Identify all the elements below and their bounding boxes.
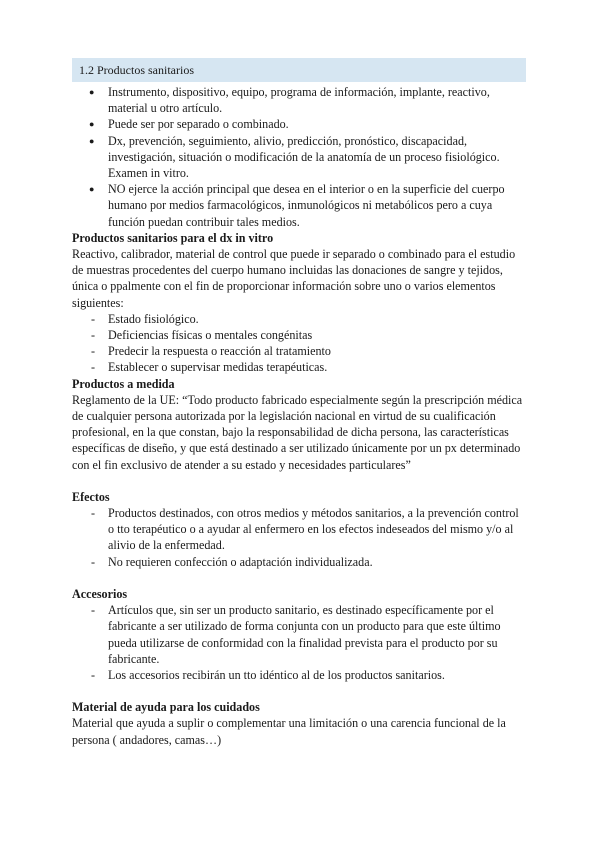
list-item: - Establecer o supervisar medidas terapéuticas. [91, 360, 328, 375]
bullet-icon: ● [89, 135, 95, 146]
paragraph-invitro: Reactivo, calibrador, material de control que puede ir separado o combinado para el estudio de muestras procedentes del cuerpo humano incluidas las donaciones de sangre y tejidos, única o ppalmente con el fin de proporcionar información sobre uno o varios elementos siguientes: [72, 247, 516, 310]
dash-icon: - [91, 554, 96, 569]
list-item: - No requieren confección o adaptación individualizada. [91, 554, 373, 569]
list-item: - Artículos que, sin ser un producto sanitario, es destinado específicamente por el fabricante a ser utilizado de forma conjunta con un producto para que este último pueda utilizarse de conformidad con la finalidad prevista para el producto por su fabricante. [91, 603, 501, 666]
heading-ayuda: Material de ayuda para los cuidados [72, 700, 260, 715]
dash-icon: - [91, 667, 96, 682]
dash-icon: - [91, 311, 96, 326]
list-item: - Productos destinados, con otros medios y métodos sanitarios, a la prevención control o tto terapéutico o a ayudar al enfermero en los efectos indeseados del mismo y/o al alivio de la enfermedad. [91, 506, 519, 553]
list-item: ● Dx, prevención, seguimiento, alivio, predicción, pronóstico, discapacidad, investigación, situación o modificación de la anatomía de un proceso fisiológico. Examen in vitro. [89, 133, 500, 181]
list-item: - Los accesorios recibirán un tto idéntico al de los productos sanitarios. [91, 667, 445, 682]
list-item: - Deficiencias físicas o mentales congénitas [91, 328, 313, 343]
list-item: ● Puede ser por separado o combinado. [89, 117, 289, 132]
heading-efectos: Efectos [72, 489, 110, 504]
dash-icon: - [91, 344, 96, 359]
paragraph-ayuda: Material que ayuda a suplir o complementar una limitación o una carencia funcional de la persona ( andadores, camas…) [72, 716, 506, 747]
heading-accesorios: Accesorios [72, 586, 128, 601]
invitro-list [72, 311, 526, 376]
dash-icon: - [91, 506, 96, 521]
list-item: ● NO ejerce la acción principal que desea en el interior o en la superficie del cuerpo humano por medios farmacológicos, inmunológicos ni metabólicos pero a cuya función puedan contribuir tales medios. [89, 182, 505, 229]
bullet-icon: ● [89, 87, 95, 97]
dash-icon: - [91, 360, 96, 375]
paragraph-medida: Reglamento de la UE: “Todo producto fabricado especialmente según la prescripción médica de cualquier persona autorizada por la legislación nacional en virtud de su cualificación profesional, en la que constan, bajo la responsabilidad de dicha persona, las características específicas de diseño, y que está destinado a ser utilizado únicamente por un px determinado con el fin exclusivo de atender a su estado y necesidades particulares” [72, 392, 523, 472]
efectos-list [72, 505, 526, 570]
section-title: 1.2 Productos sanitarios [79, 63, 194, 77]
dash-icon: - [91, 603, 96, 618]
list-item: ● Instrumento, dispositivo, equipo, programa de información, implante, reactivo, material u otro artículo. [89, 85, 490, 116]
heading-invitro: Productos sanitarios para el dx in vitro [72, 230, 274, 245]
heading-medida: Productos a medida [72, 376, 175, 391]
dash-icon: - [91, 328, 96, 343]
document-body [72, 84, 526, 748]
list-item: - Estado fisiológico. [91, 311, 199, 326]
bullet-icon: ● [89, 119, 95, 130]
bullet-icon: ● [89, 184, 95, 195]
list-item: - Predecir la respuesta o reacción al tratamiento [91, 344, 331, 359]
accesorios-list [72, 602, 526, 683]
intro-bullet-list [72, 84, 526, 230]
